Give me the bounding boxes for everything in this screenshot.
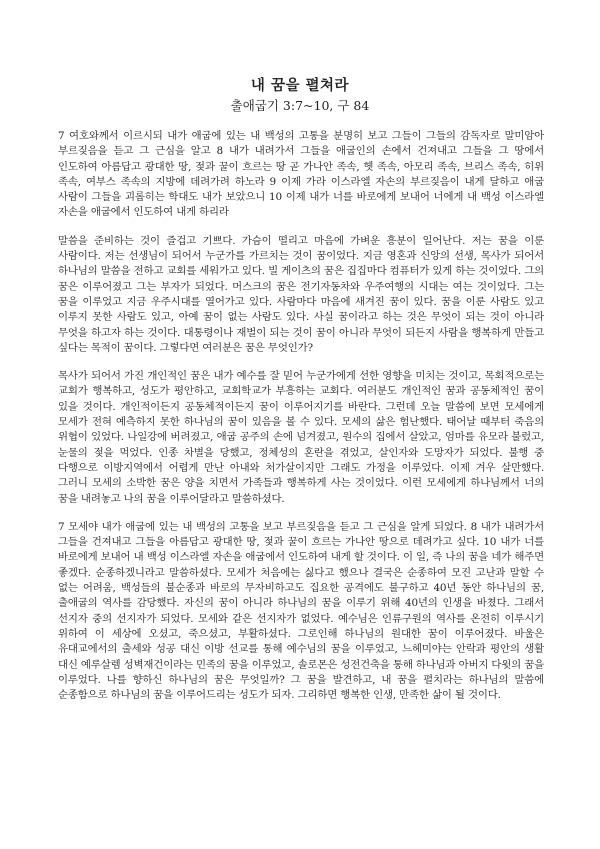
body-paragraph: 목사가 되어서 가진 개인적인 꿈은 내가 예수를 잘 믿어 누군가에게 선한 영향을 미치는 것이고, 목회적으로는 교회가 행복하고, 성도가 평안하고, 교회학교가 부흥하는 교회다. 여러분도 개인적인 꿈과 공동체적인 꿈이 있을 것이다. 개인적이든지 공동체적이든지 꿈이 이루어지기를 바란다. 그런데 오늘 말씀에 보면 모세에게 모세가 전혀 예측하지 못한 하나님의 꿈이 있음을 볼 수 있다. 모세의 삶은 험난했다. 태어날 때부터 죽음의 위협이 있었다. 나일강에 버려졌고, 애굽 공주의 손에 넘겨졌고, 원수의 집에서 살았고, 엄마를 유모라 불렀고, 눈물의 젖을 먹었다. 인종 차별을 당했고, 정체성의 혼란을 겪었고, 살인자와 도망자가 되었다. 불행 중 다행으로 이방지역에서 어렵게 만난 아내와 처가살이지만 그래도 가정을 이루었다. 이제 겨우 살만했다. 그러니 모세의 소박한 꿈은 양을 치면서 가족들과 행복하게 사는 것이었다. 이런 모세에게 하나님께서 너의 꿈을 내려놓고 나의 꿈을 이루어달라고 말씀하셨다. (58, 370, 544, 505)
sermon-body (58, 129, 544, 716)
sermon-title: 내 꿈을 펼쳐라 (250, 77, 350, 94)
body-paragraph: 말씀을 준비하는 것이 즐겁고 기쁘다. 가슴이 떨리고 마음에 가벼운 흥분이 일어난다. 저는 꿈을 이룬 사람이다. 저는 선생님이 되어서 누군가를 가르치는 것이 꿈이었다. 지금 영혼과 신앙의 선생, 목사가 되어서 하나님의 말씀을 전하고 교회를 세워가고 있다. 빌 게이츠의 꿈은 집집마다 컴퓨터가 있게 하는 것이었다. 그의 꿈은 이루어졌고 그는 부자가 되었다. 머스크의 꿈은 전기자동차와 우주여행의 시대는 여는 것이었다. 그는 꿈을 이루었고 지금 우주시대를 열어가고 있다. 사람마다 마음에 새겨진 꿈이 있다. 꿈을 이룬 사람도 있고 이루지 못한 사람도 있고, 아예 꿈이 없는 사람도 있다. 사실 꿈이라고 하는 것은 무엇이 되는 것이 아니라 무엇을 하고자 하는 것이다. 대통령이나 재벌이 되는 것이 꿈이 아니라 무엇이 되든지 사람을 행복하게 만들고 싶다는 목적이 꿈이다. 그렇다면 여러분은 꿈은 무엇인가? (58, 234, 544, 354)
scripture-reference: 출애굽기 3:7~10, 구 84 (230, 98, 370, 113)
scripture-passage: 7 여호와께서 이르시되 내가 애굽에 있는 내 백성의 고통을 분명히 보고 그들이 그들의 감독자로 말미암아 부르짖음을 듣고 그 근심을 알고 8 내가 내려가서 그들을 애굽인의 손에서 건져내고 그들을 그 땅에서 인도하여 아름답고 광대한 땅, 젖과 꿀이 흐르는 땅 곧 가나안 족속, 헷 족속, 아모리 족속, 브리스 족속, 히위 족속, 여부스 족속의 지방에 데려가려 하노라 9 이제 가라 이스라엘 자손의 부르짖음이 내게 달하고 애굽 사람이 그들을 괴롭히는 학대도 내가 보았으니 10 이제 내가 너를 바로에게 보내어 너에게 내 백성 이스라엘 자손을 애굽에서 인도하여 내게 하리라 (58, 130, 544, 219)
body-paragraph: 7 모세야 내가 애굽에 있는 내 백성의 고통을 보고 부르짖음을 듣고 그 근심을 알게 되었다. 8 내가 내려가서 그들을 건져내고 그들을 아름답고 광대한 땅, 젖과 꿀이 흐르는 가나안 땅으로 데려가고 싶다. 10 내가 너를 바로에게 보내어 내 백성 이스라엘 자손을 애굽에서 인도하여 내게 할 것이다. 이 일, 즉 나의 꿈을 네가 해주면 좋겠다. 순종하겠니라고 말씀하셨다. 모세가 처음에는 싫다고 했으나 결국은 순종하여 모진 고난과 말할 수 없는 어려움, 백성들의 불순종과 바로의 무자비하고도 집요한 공격에도 불구하고 40년 동안 하나님의 꿈, 출애굽의 역사를 감당했다. 자신의 꿈이 아니라 하나님의 꿈을 이루기 위해 40년의 인생을 바쳤다. 그래서 선지자 중의 선지자가 되었다. 모세와 같은 선지자가 없었다. 예수님은 인류구원의 역사를 온전히 이루시기 위하여 이 세상에 오셨고, 죽으셨고, 부활하셨다. 그로인해 하나님의 원대한 꿈이 이루어졌다. 바울은 유대교에서의 출세와 성공 대신 이방 선교를 통해 예수님의 꿈을 이루었고, 느헤미야는 안락과 평안의 생활 대신 예루살렘 성벽재건이라는 민족의 꿈을 이루었고, 솔로몬은 성전건축을 통해 하나님과 아버지 다윗의 꿈을 이루었다. 나를 향하신 하나님의 꿈은 무엇일까? 그 꿈을 발견하고, 내 꿈을 펼치라는 하나님의 말씀에 순종함으로 하나님의 꿈을 이루어드리는 성도가 되자. 그리하면 행복한 인생, 만족한 삶이 될 것이다. (58, 520, 544, 702)
